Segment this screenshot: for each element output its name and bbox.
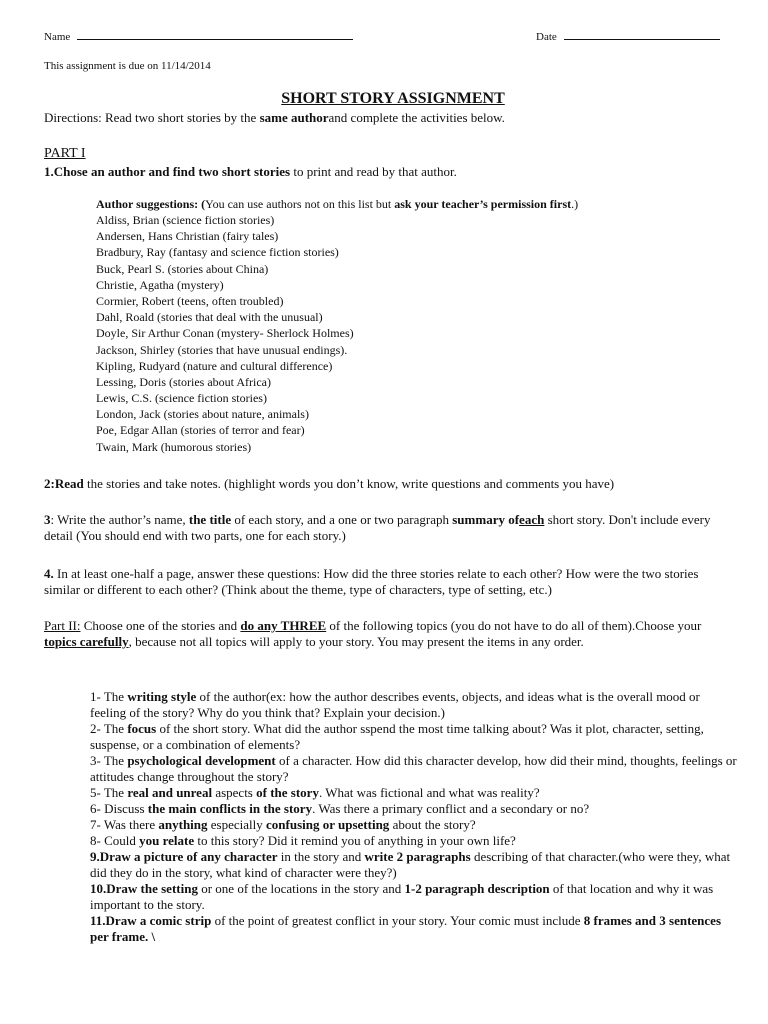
date-field bbox=[536, 30, 720, 43]
list-item: Lewis, C.S. (science fiction stories) bbox=[96, 391, 267, 406]
step2-tail: the stories and take notes. (highlight words you don’t know, write questions and comments you have) bbox=[83, 476, 615, 491]
list-item: 8- Could you relate to this story? Did it remind you of anything in your own life? bbox=[90, 833, 516, 848]
list-item: Doyle, Sir Arthur Conan (mystery- Sherlock Holmes) bbox=[96, 326, 354, 341]
part2-bold-topics: topics carefully bbox=[44, 634, 129, 649]
list-item: Andersen, Hans Christian (fairy tales) bbox=[96, 229, 279, 244]
list-item: Dahl, Roald (stories that deal with the unusual) bbox=[96, 310, 323, 325]
list-item: Poe, Edgar Allan (stories of terror and fear) bbox=[96, 423, 305, 438]
list-item: Bradbury, Ray (fantasy and science fiction stories) bbox=[96, 245, 339, 260]
directions bbox=[44, 110, 505, 126]
date-blank-line bbox=[564, 30, 720, 40]
name-field bbox=[44, 30, 353, 43]
part1-step1 bbox=[44, 164, 457, 180]
list-item: Aldiss, Brian (science fiction stories) bbox=[96, 213, 275, 227]
list-item: 7- Was there anything especially confusing or upsetting about the story? bbox=[90, 817, 476, 832]
list-item: Buck, Pearl S. (stories about China) bbox=[96, 261, 269, 276]
part1-heading: PART I bbox=[44, 146, 86, 161]
list-item: 2- The focus of the short story. What did the author sspend the most time talking about? Was it plot, character, setting, suspense, or a combination of elements? bbox=[90, 721, 704, 752]
list-item: Christie, Agatha (mystery) bbox=[96, 277, 224, 292]
step3-bold-summary: summary of bbox=[452, 512, 520, 527]
part2-intro bbox=[44, 618, 736, 650]
suggestions-bold2: ask your teacher’s permission first bbox=[394, 197, 572, 211]
name-blank-line bbox=[77, 30, 353, 40]
step3-bold-title: the title bbox=[188, 512, 232, 527]
list-item: Twain, Mark (humorous stories) bbox=[96, 439, 252, 454]
list-item: Jackson, Shirley (stories that have unusual endings). bbox=[96, 342, 348, 357]
list-item: 11.Draw a comic strip of the point of greatest conflict in your story. Your comic must include 8 frames and 3 sentences per frame. \ bbox=[90, 913, 722, 944]
directions-bold: same author bbox=[259, 110, 329, 125]
step1-tail: to print and read by that author. bbox=[290, 164, 457, 179]
part2-text-e: , because not all topics will apply to your story. You may present the items in any order. bbox=[128, 634, 584, 649]
list-item: 9.Draw a picture of any character in the story and write 2 paragraphs describing of that character.(who were they, what did they do in the story, what kind of character were they?) bbox=[90, 849, 731, 880]
list-item: London, Jack (stories about nature, animals) bbox=[96, 407, 309, 422]
list-item: Cormier, Robert (teens, often troubled) bbox=[96, 293, 284, 308]
directions-tail: and complete the activities below. bbox=[328, 110, 505, 125]
due-date-note: This assignment is due on 11/14/2014 bbox=[44, 60, 211, 72]
step3-text-a: : Write the author’s name, bbox=[50, 512, 189, 527]
date-label: Date bbox=[536, 31, 557, 43]
topic-list bbox=[90, 689, 738, 945]
part1-step4 bbox=[44, 566, 736, 598]
part2-heading: Part II: bbox=[44, 618, 81, 633]
part1-step3 bbox=[44, 512, 736, 544]
list-item: 6- Discuss the main conflicts in the story. Was there a primary conflict and a secondary or no? bbox=[90, 801, 590, 816]
suggestions-end: .) bbox=[571, 197, 579, 211]
step3-underline-each: each bbox=[519, 512, 545, 527]
step3-text-f: short story. Don't include every detail (You should end with two parts, one for each story.) bbox=[44, 512, 711, 543]
list-item: Kipling, Rudyard (nature and cultural difference) bbox=[96, 358, 333, 373]
page-title: SHORT STORY ASSIGNMENT bbox=[281, 90, 505, 107]
list-item: 10.Draw the setting or one of the locations in the story and 1-2 paragraph description of that location and why it was important to the story. bbox=[90, 881, 714, 912]
author-list bbox=[96, 212, 496, 455]
list-item: 5- The real and unreal aspects of the story. What was fictional and what was reality? bbox=[90, 785, 540, 800]
part2-text-c: of the following topics (you do not have to do all of them).Choose your bbox=[326, 618, 702, 633]
step4-tail: In at least one-half a page, answer these questions: How did the three stories relate to each other? How were the two stories similar or different to each other? (Think about the theme, type of characters, type of setting, etc.) bbox=[44, 566, 699, 597]
suggestions-mid: You can use authors not on this list but bbox=[205, 197, 395, 211]
name-label: Name bbox=[44, 31, 71, 43]
step1-bold: 1.Chose an author and find two short stories bbox=[44, 164, 291, 179]
part2-text-a: Choose one of the stories and bbox=[80, 618, 241, 633]
list-item: Lessing, Doris (stories about Africa) bbox=[96, 374, 271, 389]
author-suggestions-intro bbox=[96, 196, 578, 212]
suggestions-bold: Author suggestions: ( bbox=[96, 197, 206, 211]
part1-step2 bbox=[44, 476, 614, 492]
step3-text-c: of each story, and a one or two paragraph bbox=[231, 512, 453, 527]
list-item: 1- The writing style of the author(ex: how the author describes events, objects, and ideas what is the overall mood or feeling of the story? Why do you think that? Explain your decision.) bbox=[90, 689, 700, 720]
part2-bold-three: do any THREE bbox=[240, 618, 327, 633]
directions-lead: Directions: Read two short stories by the bbox=[44, 110, 260, 125]
list-item: 3- The psychological development of a character. How did this character develop, how did their mind, thoughts, feelings or attitudes change throughout the story? bbox=[90, 753, 737, 784]
step2-bold: 2:Read bbox=[44, 476, 84, 491]
step3-number: 3 bbox=[44, 512, 51, 527]
step4-bold: 4. bbox=[44, 566, 54, 581]
